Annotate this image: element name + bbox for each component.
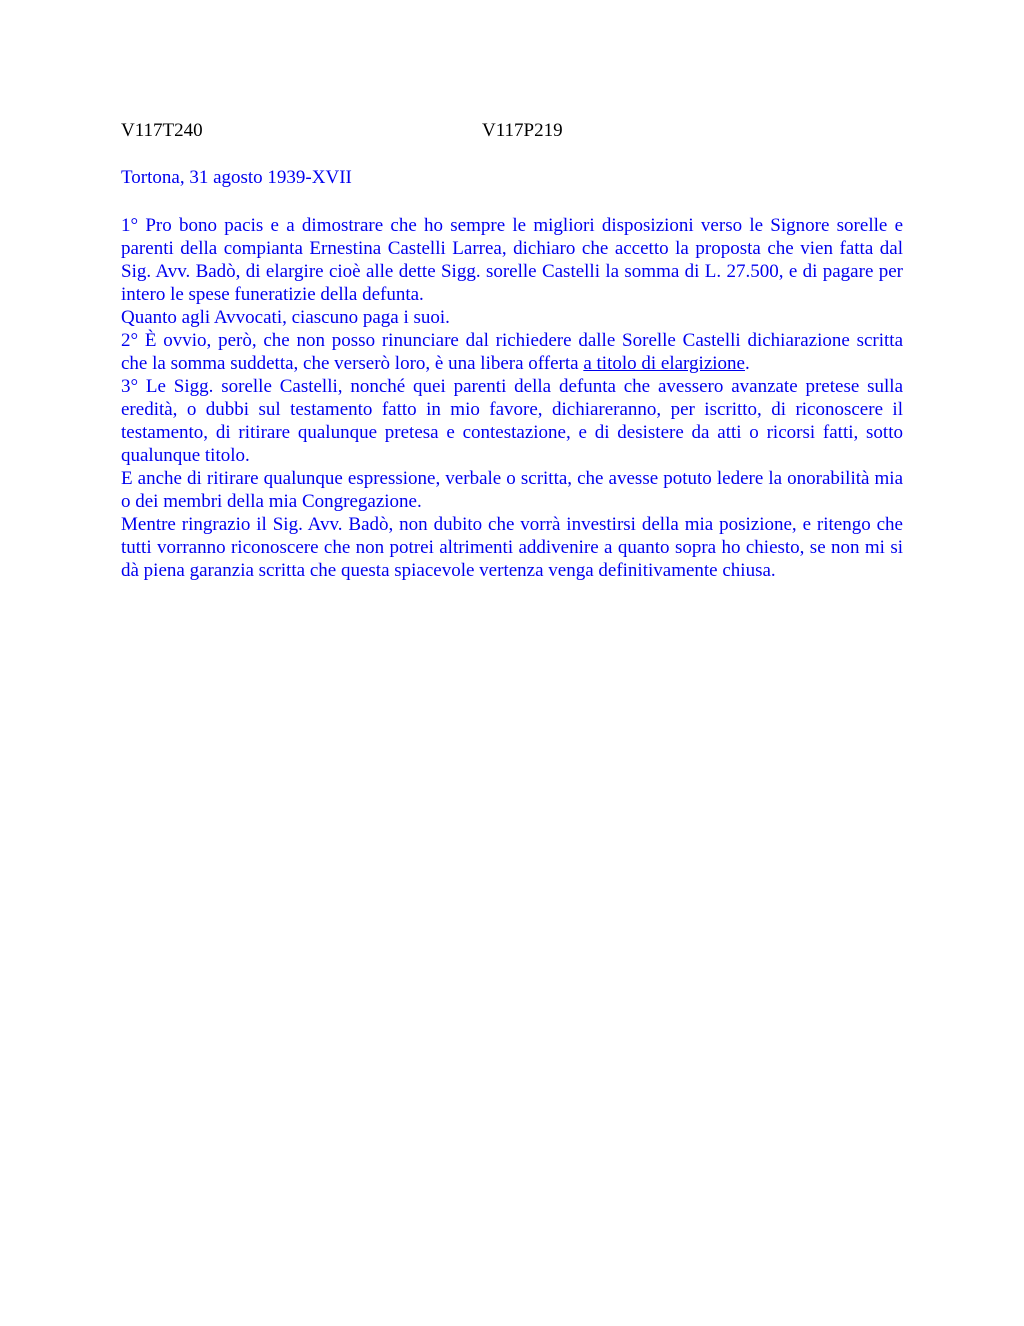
underlined-phrase: a titolo di elargizione — [583, 353, 745, 374]
paragraph-3-end: . — [744, 353, 750, 374]
paragraph-2: Quanto agli Avvocati, ciascuno paga i suoi. — [121, 307, 450, 328]
paragraph-6: Mentre ringrazio il Sig. Avv. Badò, non dubito che vorrà investirsi della mia posizione, e ritengo che tutti vorranno riconoscere che non potrei altrimenti addivenire a quanto sopra ho chiesto, se non mi si dà piena garanzia scritta che questa spiacevole vertenza venga definitivamente chiusa. — [121, 514, 903, 581]
paragraph-3 — [121, 329, 903, 375]
letter-body — [121, 214, 903, 582]
paragraph-5: E anche di ritirare qualunque espressione, verbale o scritta, che avesse potuto ledere la onorabilità mia o dei membri della mia Congregazione. — [121, 468, 903, 512]
document-codes — [121, 120, 903, 144]
dateline: Tortona, 31 agosto 1939-XVII — [121, 167, 352, 188]
paragraph-1: 1° Pro bono pacis e a dimostrare che ho sempre le migliori disposizioni verso le Signore sorelle e parenti della compianta Ernestina Castelli Larrea, dichiaro che accetto la proposta che vien fatta dal Sig. Avv. Badò, di elargire cioè alle dette Sigg. sorelle Castelli la somma di L. 27.500, e di pagare per intero le spese funeratizie della defunta. — [121, 215, 903, 305]
document-code-right: V117P219 — [482, 120, 563, 141]
document-code-left: V117T240 — [121, 120, 203, 141]
paragraph-4: 3° Le Sigg. sorelle Castelli, nonché quei parenti della defunta che avessero avanzate pretese sulla eredità, o dubbi sul testamento fatto in mio favore, dichiareranno, per iscritto, di riconoscere il testamento, di ritirare qualunque pretesa e contestazione, e di desistere da atti o ricorsi fatti, sotto qualunque titolo. — [121, 376, 903, 466]
paragraph-3-text: 2° È ovvio, però, che non posso rinunciare dal richiedere dalle Sorelle Castelli dichiarazione scritta che la somma suddetta, che verserò loro, è una libera offerta — [121, 330, 903, 374]
